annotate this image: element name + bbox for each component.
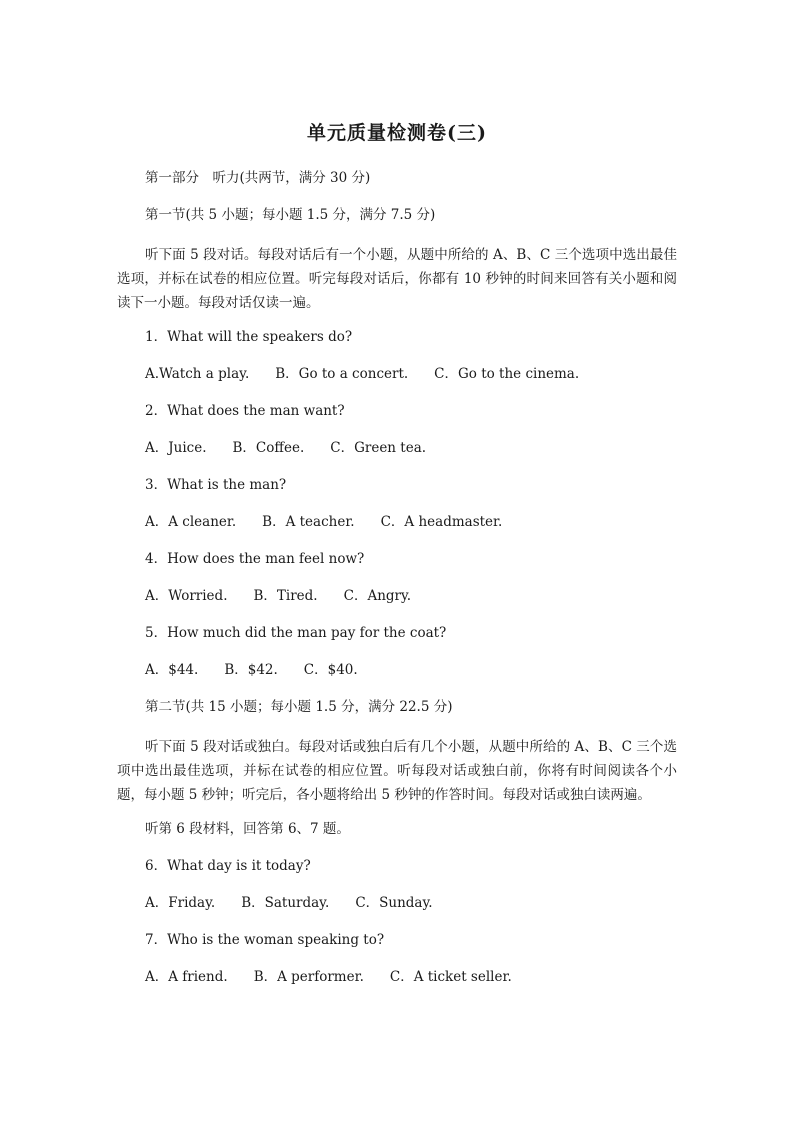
question-2: 2．What does the man want? [145, 403, 345, 419]
question-7-options [117, 968, 677, 986]
question-3: 3．What is the man? [145, 477, 287, 493]
option-c: C．A headmaster. [380, 514, 503, 530]
option-c: C．Green tea. [330, 440, 427, 456]
question-5-options [117, 661, 677, 679]
option-c: C．Sunday. [355, 895, 433, 911]
question-6-options [117, 894, 677, 912]
question-1-options [117, 365, 677, 383]
question-4-options [117, 587, 677, 605]
option-a: A.Watch a play. [145, 366, 250, 382]
option-a: A．$44. [145, 662, 199, 678]
option-c: C．Go to the cinema. [434, 366, 580, 382]
question-5: 5．How much did the man pay for the coat? [145, 625, 447, 641]
option-b: B．A teacher. [262, 514, 355, 530]
question-1: 1．What will the speakers do? [145, 329, 353, 345]
section1-heading: 第一节(共 5 小题；每小题 1.5 分，满分 7.5 分) [145, 207, 436, 223]
question-2-options [117, 439, 677, 457]
section2-heading: 第二节(共 15 小题；每小题 1.5 分，满分 22.5 分) [145, 699, 453, 715]
question-4: 4．How does the man feel now? [145, 551, 365, 567]
part1-heading: 第一部分 听力(共两节，满分 30 分) [145, 170, 371, 186]
section2-instructions: 听下面 5 段对话或独白。每段对话或独白后有几个小题，从题中所给的 A、B、C 三个选项中选出最佳选项，并标在试卷的相应位置。听每段对话或独白前，你将有时间阅读各个小题，每小题 5 秒钟；听完后，各小题将给出 5 秒钟的作答时间。每段对话或独白读两遍。 [117, 739, 677, 803]
option-a: A．A friend. [145, 969, 228, 985]
question-7: 7．Who is the woman speaking to? [145, 932, 385, 948]
option-a: A．Juice. [145, 440, 207, 456]
question-6: 6．What day is it today? [145, 858, 311, 874]
option-c: C．Angry. [343, 588, 412, 604]
option-c: C．$40. [303, 662, 358, 678]
option-b: B．Tired. [253, 588, 318, 604]
option-b: B．Go to a concert. [275, 366, 409, 382]
option-b: B．A performer. [253, 969, 364, 985]
option-a: A．Friday. [145, 895, 216, 911]
page-title: 单元质量检测卷(三) [307, 122, 487, 144]
question-3-options [117, 513, 677, 531]
option-b: B．Coffee. [232, 440, 305, 456]
option-b: B．Saturday. [241, 895, 330, 911]
section1-instructions: 听下面 5 段对话。每段对话后有一个小题，从题中所给的 A、B、C 三个选项中选出最佳选项，并标在试卷的相应位置。听完每段对话后，你都有 10 秒钟的时间来回答有关小题和阅读下一小题。每段对话仅读一遍。 [117, 247, 677, 311]
option-c: C．A ticket seller. [389, 969, 512, 985]
option-a: A．A cleaner. [145, 514, 237, 530]
material-note: 听第 6 段材料，回答第 6、7 题。 [145, 821, 350, 837]
option-b: B．$42. [224, 662, 278, 678]
option-a: A．Worried. [145, 588, 228, 604]
